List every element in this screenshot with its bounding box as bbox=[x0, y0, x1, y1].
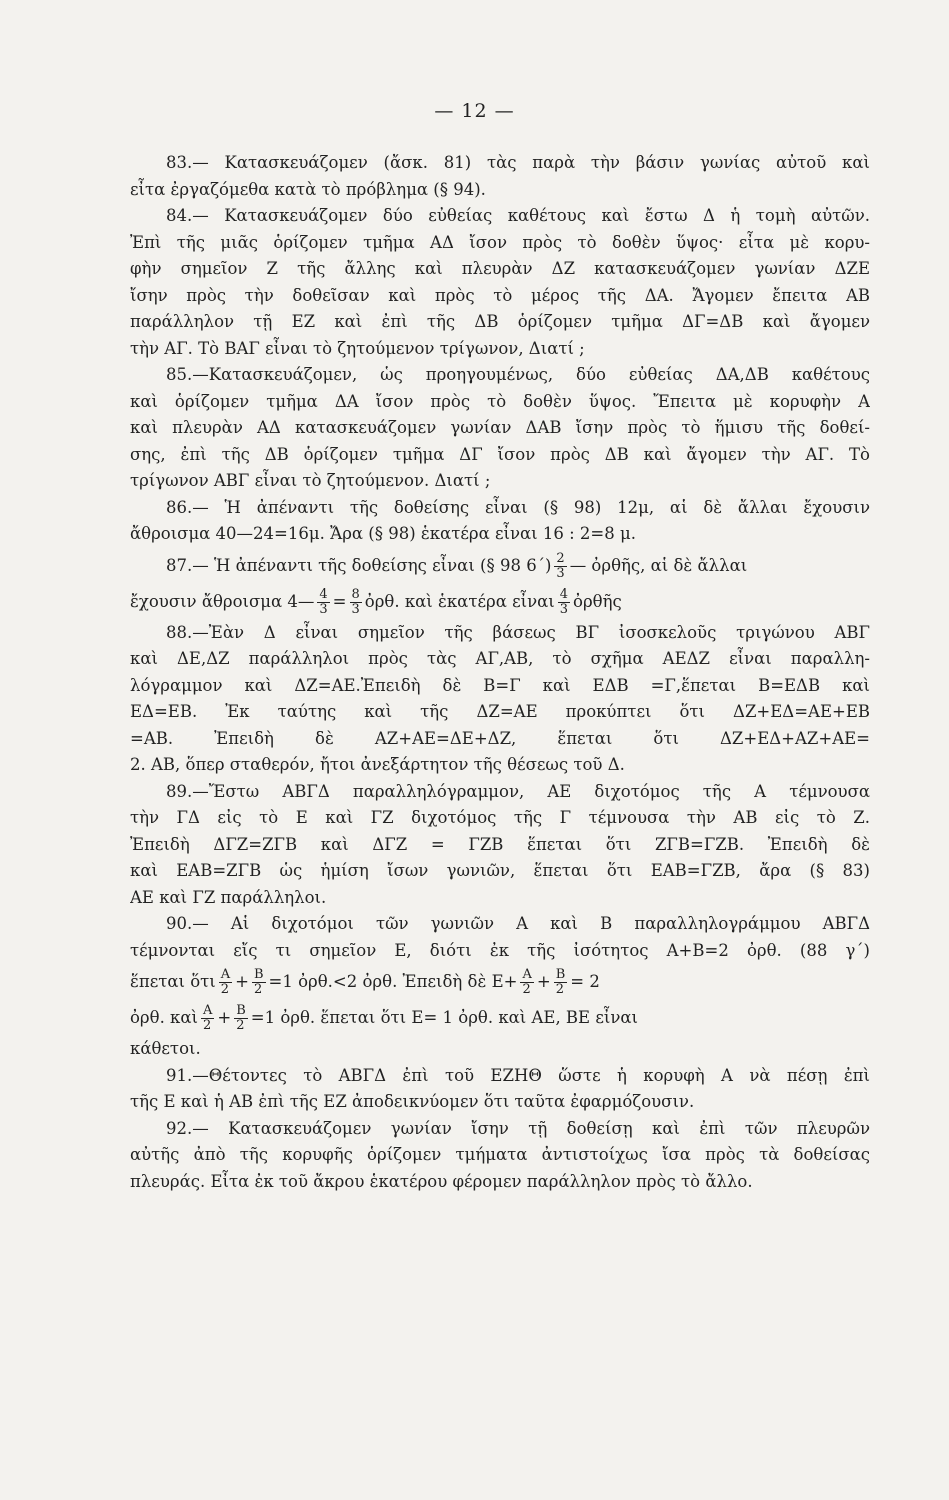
text-line: τρίγωνον ΑΒΓ εἶναι τὸ ζητούμενον. Διατί ; bbox=[130, 471, 491, 490]
text-line: 89.—Ἔστω ΑΒΓΔ παραλληλόγραμμον, ΑΕ διχοτόμος τῆς Α τέμνουσα bbox=[166, 781, 870, 801]
text-segment: ἔχουσιν ἄθροισμα 4— bbox=[130, 591, 315, 611]
fraction-denominator: 2 bbox=[236, 1018, 245, 1033]
fraction-denominator: 3 bbox=[319, 601, 328, 617]
fraction-denominator: 2 bbox=[522, 982, 531, 997]
text-line: καὶ ὁρίζομεν τμῆμα ΔΑ ἴσον πρὸς τὸ δοθὲν ὕψος. Ἔπειτα μὲ κορυφὴν Α bbox=[130, 391, 870, 411]
text-line: καὶ ΕΑΒ=ΖΓΒ ὡς ἡμίση ἴσων γωνιῶν, ἕπεται ὅτι ΕΑΒ=ΓΖΒ, ἄρα (§ 83) bbox=[130, 861, 870, 880]
exercise-85 bbox=[130, 362, 870, 495]
text-line: 88.—Ἐὰν Δ εἶναι σημεῖον τῆς βάσεως ΒΓ ἰσοσκελοῦς τριγώνου ΑΒΓ bbox=[166, 622, 870, 642]
exercise-91 bbox=[130, 1063, 870, 1116]
text-line: κάθετοι. bbox=[130, 1039, 201, 1058]
fraction-denominator: 2 bbox=[253, 982, 263, 997]
fraction-denominator: 3 bbox=[559, 601, 569, 617]
fraction-numerator: B bbox=[253, 967, 264, 982]
text-line: παράλληλον τῇ ΕΖ καὶ ἐπὶ τῆς ΔΒ ὁρίζομεν τμῆμα ΔΓ=ΔΒ καὶ ἄγομεν bbox=[130, 312, 870, 331]
exercise-92 bbox=[130, 1116, 870, 1196]
fraction-numerator: B bbox=[236, 1003, 246, 1018]
text-segment: ἕπεται ὅτι bbox=[130, 972, 216, 991]
fraction bbox=[520, 968, 533, 997]
page-number: — 12 — bbox=[434, 100, 515, 122]
text-segment: 87.— Ἡ ἀπέναντι τῆς δοθείσης εἶναι (§ 98 6΄) bbox=[166, 555, 552, 575]
fraction-numerator: A bbox=[522, 967, 532, 982]
fraction-numerator: A bbox=[202, 1003, 213, 1018]
text-segment: ὀρθῆς bbox=[573, 591, 622, 611]
text-segment: =1 ὀρθ.<2 ὀρθ. Ἐπειδὴ δὲ Ε+ bbox=[268, 972, 518, 991]
text-line: φὴν σημεῖον Ζ τῆς ἄλλης καὶ πλευρὰν ΔΖ κατασκευάζομεν γωνίαν ΔΖΕ bbox=[130, 259, 870, 278]
exercise-90 bbox=[130, 911, 870, 1063]
text-line: Ἐπειδὴ ΔΓΖ=ΖΓΒ καὶ ΔΓΖ = ΓΖΒ ἕπεται ὅτι ΖΓΒ=ΓΖΒ. Ἐπειδὴ δὲ bbox=[130, 834, 870, 854]
text-segment: = bbox=[332, 591, 347, 611]
text-line: αὐτῆς ἀπὸ τῆς κορυφῆς ὁρίζομεν τμήματα ἀντιστοίχως ἴσα πρὸς τὰ δοθείσας bbox=[130, 1145, 870, 1164]
fraction-numerator: 8 bbox=[351, 586, 360, 602]
text-line: 83.— Κατασκευάζομεν (ἄσκ. 81) τὰς παρὰ τὴν βάσιν γωνίας αὐτοῦ καὶ bbox=[166, 153, 870, 172]
fraction-denominator: 3 bbox=[351, 601, 360, 617]
text-line: εἶτα ἐργαζόμεθα κατὰ τὸ πρόβλημα (§ 94). bbox=[130, 179, 486, 199]
fraction-denominator: 2 bbox=[202, 1018, 212, 1033]
text-line: 2. ΑΒ, ὅπερ σταθερόν, ἤτοι ἀνεξάρτητον τῆς θέσεως τοῦ Δ. bbox=[130, 755, 625, 774]
fraction bbox=[201, 1004, 214, 1033]
text-line: σης, ἐπὶ τῆς ΔΒ ὁρίζομεν τμῆμα ΔΓ ἴσον πρὸς ΔΒ καὶ ἄγομεν τὴν ΑΓ. Τὸ bbox=[130, 444, 870, 464]
fraction bbox=[554, 968, 568, 997]
fraction-denominator: 2 bbox=[555, 982, 564, 997]
text-segment: + bbox=[217, 1008, 232, 1027]
text-line: τὴν ΓΔ εἰς τὸ Ε καὶ ΓΖ διχοτόμος τῆς Γ τέμνουσα τὴν ΑΒ εἰς τὸ Ζ. bbox=[130, 808, 870, 827]
fraction-numerator: 2 bbox=[556, 550, 565, 566]
text-line: 90.— Αἱ διχοτόμοι τῶν γωνιῶν Α καὶ Β παραλληλογράμμου ΑΒΓΔ bbox=[166, 914, 870, 933]
text-segment: ὀρθ. καὶ bbox=[130, 1008, 198, 1027]
fraction bbox=[234, 1004, 248, 1033]
exercise-88 bbox=[130, 620, 870, 779]
text-line: ΑΕ καὶ ΓΖ παράλληλοι. bbox=[130, 887, 327, 907]
text-line: τῆς Ε καὶ ἡ ΑΒ ἐπὶ τῆς ΕΖ ἀποδεικνύομεν ὅτι ταῦτα ἐφαρμόζουσιν. bbox=[130, 1092, 695, 1111]
text-line: πλευράς. Εἶτα ἐκ τοῦ ἄκρου ἑκατέρου φέρομεν παράλληλον πρὸς τὸ ἄλλο. bbox=[130, 1171, 753, 1191]
exercise-87 bbox=[130, 548, 870, 620]
text-line bbox=[130, 1000, 870, 1036]
fraction-numerator: 4 bbox=[319, 586, 328, 602]
text-segment: ὀρθ. καὶ ἑκατέρα εἶναι bbox=[364, 591, 555, 611]
text-segment: + bbox=[235, 972, 249, 991]
text-body bbox=[130, 150, 870, 1195]
text-line: λόγραμμον καὶ ΔΖ=ΑΕ.Ἐπειδὴ δὲ Β=Γ καὶ ΕΔΒ =Γ,ἕπεται Β=ΕΔΒ καὶ bbox=[130, 675, 870, 695]
fraction-numerator: A bbox=[220, 967, 231, 982]
text-segment: =1 ὀρθ. ἕπεται ὅτι Ε= 1 ὀρθ. καὶ ΑΕ, ΒΕ εἶναι bbox=[250, 1008, 639, 1027]
text-line: καὶ πλευρὰν ΑΔ κατασκευάζομεν γωνίαν ΔΑΒ ἴσην πρὸς τὸ ἥμισυ τῆς δοθεί- bbox=[130, 418, 870, 437]
fraction-denominator: 2 bbox=[220, 982, 230, 997]
fraction bbox=[219, 968, 232, 997]
text-line: Ἐπὶ τῆς μιᾶς ὁρίζομεν τμῆμα ΑΔ ἴσον πρὸς τὸ δοθὲν ὕψος· εἶτα μὲ κορυ- bbox=[130, 232, 870, 252]
fraction-numerator: 4 bbox=[559, 586, 569, 602]
text-segment: + bbox=[536, 972, 551, 991]
text-line bbox=[130, 584, 870, 620]
text-line: 85.—Κατασκευάζομεν, ὡς προηγουμένως, δύο εὐθείας ΔΑ,ΔΒ καθέτους bbox=[166, 365, 870, 384]
fraction bbox=[252, 968, 266, 997]
exercise-84 bbox=[130, 203, 870, 362]
text-line: καὶ ΔΕ,ΔΖ παράλληλοι πρὸς τὰς ΑΓ,ΑΒ, τὸ σχῆμα ΑΕΔΖ εἶναι παραλλη- bbox=[130, 649, 870, 668]
text-segment: — ὀρθῆς, αἱ δὲ ἄλλαι bbox=[569, 555, 748, 575]
text-line: τέμνονται εἴς τι σημεῖον Ε, διότι ἐκ τῆς ἰσότητος Α+Β=2 ὀρθ. (88 γ΄) bbox=[130, 940, 870, 960]
text-line: ἴσην πρὸς τὴν δοθεῖσαν καὶ πρὸς τὸ μέρος τῆς ΔΑ. Ἄγομεν ἔπειτα ΑΒ bbox=[130, 285, 870, 305]
text-line bbox=[130, 964, 870, 1000]
fraction bbox=[350, 588, 362, 617]
text-segment: = 2 bbox=[570, 972, 600, 991]
fraction bbox=[317, 588, 329, 617]
fraction bbox=[558, 588, 570, 617]
text-line: 92.— Κατασκευάζομεν γωνίαν ἴσην τῇ δοθείσῃ καὶ ἐπὶ τῶν πλευρῶν bbox=[166, 1118, 870, 1138]
fraction-denominator: 3 bbox=[556, 565, 565, 581]
text-line: 91.—Θέτοντες τὸ ΑΒΓΔ ἐπὶ τοῦ ΕΖΗΘ ὥστε ἡ κορυφὴ Α νὰ πέσῃ ἐπὶ bbox=[166, 1065, 870, 1085]
exercise-83 bbox=[130, 150, 870, 203]
text-line: ἄθροισμα 40—24=16μ. Ἄρα (§ 98) ἑκατέρα εἶναι 16 : 2=8 μ. bbox=[130, 524, 636, 543]
text-line: 84.— Κατασκευάζομεν δύο εὐθείας καθέτους καὶ ἔστω Δ ἡ τομὴ αὐτῶν. bbox=[166, 206, 870, 225]
exercise-89 bbox=[130, 779, 870, 912]
exercise-86 bbox=[130, 495, 870, 548]
text-line: τὴν ΑΓ. Τὸ ΒΑΓ εἶναι τὸ ζητούμενον τρίγωνον, Διατί ; bbox=[130, 338, 585, 358]
text-line: =ΑΒ. Ἐπειδὴ δὲ ΑΖ+ΑΕ=ΔΕ+ΔΖ, ἕπεται ὅτι ΔΖ+ΕΔ+ΑΖ+ΑΕ= bbox=[130, 728, 870, 748]
fraction-numerator: B bbox=[555, 967, 566, 982]
text-line: 86.— Ἡ ἀπέναντι τῆς δοθείσης εἶναι (§ 98) 12μ, αἱ δὲ ἄλλαι ἔχουσιν bbox=[166, 497, 870, 517]
fraction bbox=[554, 552, 566, 581]
text-line: ΕΔ=ΕΒ. Ἐκ ταύτης καὶ τῆς ΔΖ=ΑΕ προκύπτει ὅτι ΔΖ+ΕΔ=ΑΕ+ΕΒ bbox=[130, 702, 870, 721]
text-line bbox=[130, 548, 870, 584]
